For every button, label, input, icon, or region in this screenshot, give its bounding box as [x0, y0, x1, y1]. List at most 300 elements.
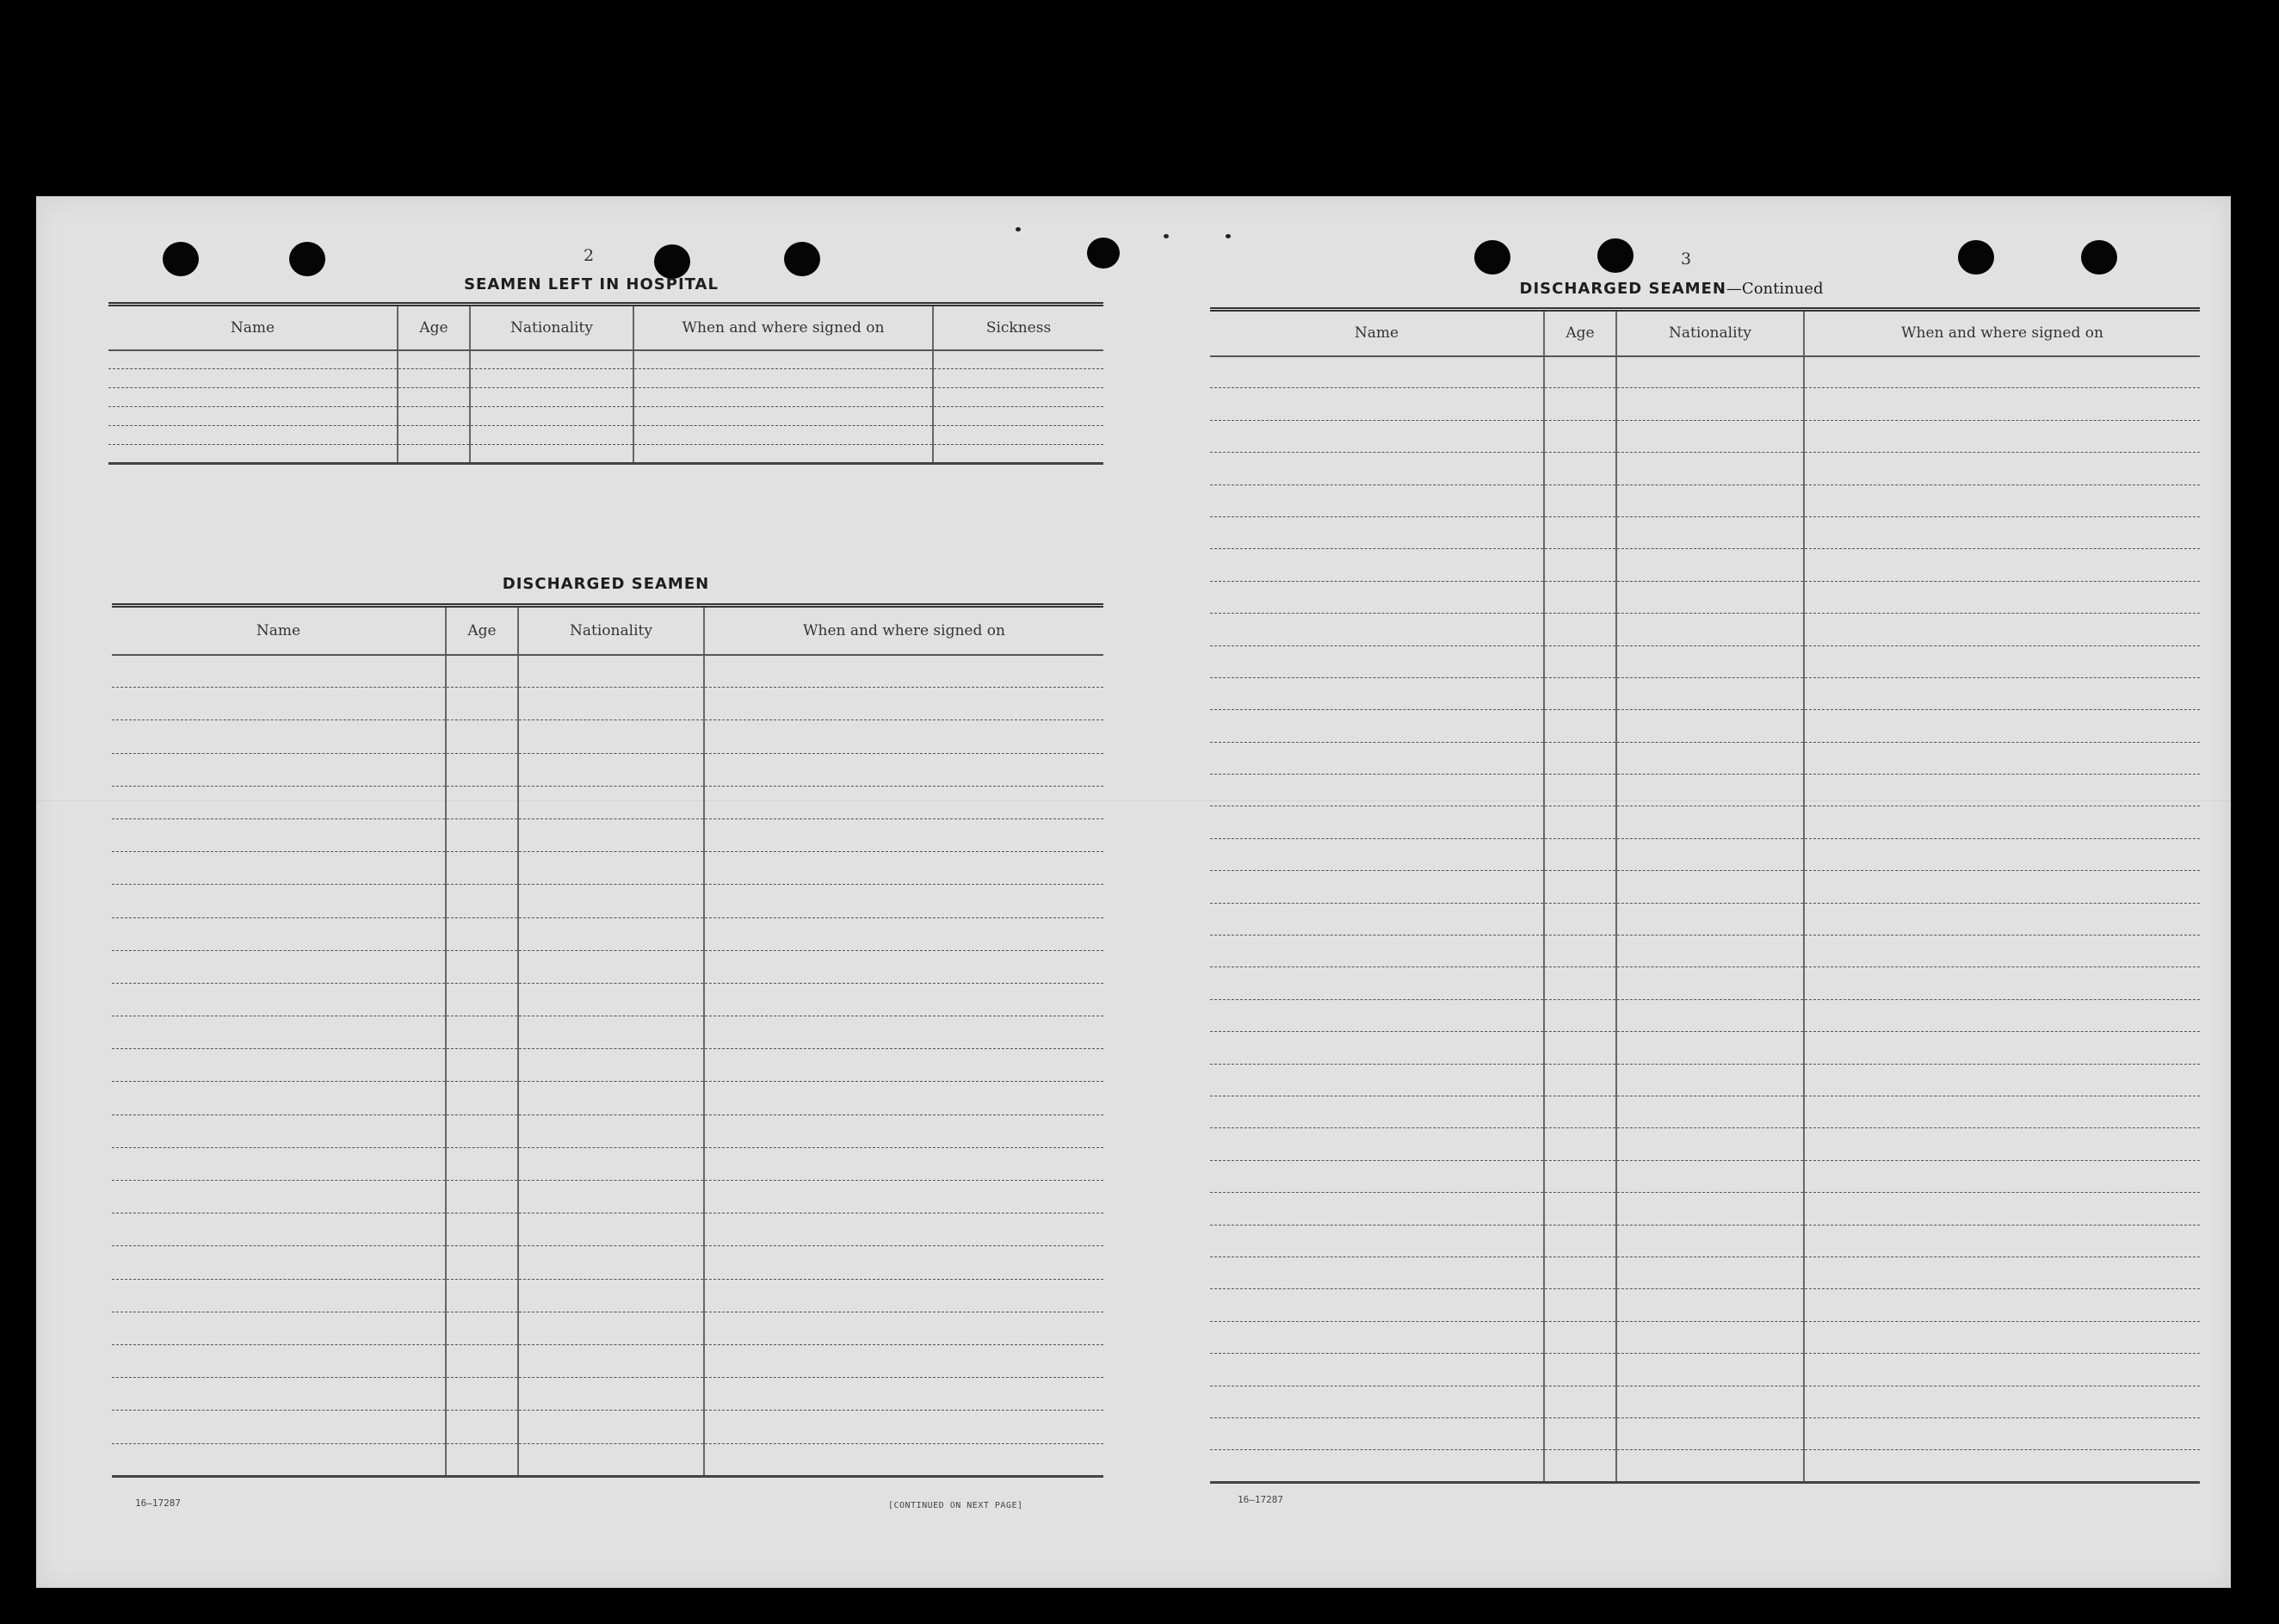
blank-entry-cell [1804, 1450, 2200, 1482]
blank-entry-cell [1210, 1289, 1544, 1321]
blank-entry-cell [704, 1443, 1103, 1476]
blank-entry-cell [1804, 549, 2200, 581]
blank-entry-cell [1804, 581, 2200, 613]
blank-entry-cell [1616, 1257, 1804, 1288]
blank-entry-cell [1544, 742, 1616, 774]
blank-entry-cell [1616, 742, 1804, 774]
col-header-name: Name [1210, 310, 1544, 356]
blank-entry-cell [518, 1246, 704, 1279]
blank-entry-cell [518, 1181, 704, 1213]
blank-entry-cell [1544, 677, 1616, 709]
blank-entry-cell [633, 369, 933, 388]
blank-entry-cell [446, 1016, 518, 1049]
punch-hole [784, 242, 820, 276]
form-row [108, 426, 1103, 445]
blank-entry-cell [446, 1443, 518, 1476]
blank-entry-cell [112, 753, 446, 786]
form-row [1210, 1160, 2200, 1192]
blank-entry-cell [704, 885, 1103, 917]
discharged-table [112, 603, 1103, 1478]
blank-entry-cell [1804, 1225, 2200, 1257]
form-code-right: 16—17287 [1238, 1494, 1283, 1505]
form-row [1210, 549, 2200, 581]
blank-entry-cell [704, 1147, 1103, 1180]
blank-entry-cell [446, 753, 518, 786]
blank-entry-cell [518, 720, 704, 753]
blank-entry-cell [1544, 806, 1616, 838]
continued-note: [CONTINUED ON NEXT PAGE] [888, 1501, 1023, 1510]
blank-entry-cell [108, 445, 398, 464]
blank-entry-cell [1544, 614, 1616, 645]
form-row [112, 950, 1103, 983]
blank-entry-cell [633, 426, 933, 445]
blank-entry-cell [112, 1147, 446, 1180]
form-row [1210, 806, 2200, 838]
blank-entry-cell [704, 1279, 1103, 1312]
col-header-nationality: Nationality [518, 606, 704, 655]
blank-entry-cell [446, 1279, 518, 1312]
hospital-table [108, 302, 1103, 465]
blank-entry-cell [112, 852, 446, 885]
document-sheet [36, 196, 2231, 1588]
blank-entry-cell [1210, 935, 1544, 967]
form-row [112, 655, 1103, 688]
blank-entry-cell [1210, 645, 1544, 677]
blank-entry-cell [1804, 935, 2200, 967]
blank-entry-cell [1210, 581, 1544, 613]
form-row [1210, 614, 2200, 645]
blank-entry-cell [1544, 1032, 1616, 1064]
punch-hole [1474, 240, 1510, 275]
blank-entry-cell [1210, 453, 1544, 485]
blank-entry-cell [518, 1115, 704, 1147]
blank-entry-cell [112, 688, 446, 720]
form-row [1210, 1289, 2200, 1321]
blank-entry-cell [1616, 1417, 1804, 1449]
blank-entry-cell [518, 1344, 704, 1377]
blank-entry-cell [1544, 485, 1616, 516]
blank-entry-cell [1804, 1160, 2200, 1192]
form-row [1210, 1193, 2200, 1225]
blank-entry-cell [1804, 1032, 2200, 1064]
punch-hole [2081, 240, 2117, 275]
form-row [112, 753, 1103, 786]
form-row [1210, 1386, 2200, 1417]
punch-hole [1958, 240, 1994, 275]
form-row [112, 1411, 1103, 1443]
form-row [1210, 420, 2200, 452]
blank-entry-cell [446, 818, 518, 851]
blank-entry-cell [1210, 967, 1544, 999]
blank-entry-cell [1616, 935, 1804, 967]
blank-entry-cell [1804, 1096, 2200, 1127]
form-row [1210, 485, 2200, 516]
blank-entry-cell [446, 688, 518, 720]
speck [1016, 227, 1021, 232]
blank-entry-cell [1544, 1128, 1616, 1160]
punch-hole [163, 242, 199, 276]
blank-entry-cell [1210, 903, 1544, 935]
blank-entry-cell [1210, 1193, 1544, 1225]
blank-entry-cell [518, 1016, 704, 1049]
blank-entry-cell [518, 1213, 704, 1246]
form-row [112, 818, 1103, 851]
blank-entry-cell [518, 1279, 704, 1312]
speck [1226, 234, 1231, 238]
form-row [1210, 838, 2200, 870]
blank-entry-cell [112, 950, 446, 983]
form-row [1210, 1064, 2200, 1096]
blank-entry-cell [112, 1411, 446, 1443]
form-row [1210, 645, 2200, 677]
blank-entry-cell [518, 1411, 704, 1443]
page-number-left: 2 [583, 246, 595, 265]
form-row [112, 917, 1103, 950]
blank-entry-cell [1544, 1386, 1616, 1417]
discharged-continued-table [1210, 307, 2200, 1484]
form-row [112, 1147, 1103, 1180]
blank-entry-cell [1210, 516, 1544, 548]
col-header-nationality: Nationality [1616, 310, 1804, 356]
blank-entry-cell [398, 388, 470, 407]
blank-entry-cell [1544, 356, 1616, 388]
blank-entry-cell [1804, 775, 2200, 806]
blank-entry-cell [1544, 838, 1616, 870]
blank-entry-cell [704, 1181, 1103, 1213]
blank-entry-cell [446, 1344, 518, 1377]
blank-entry-cell [446, 885, 518, 917]
blank-entry-cell [1210, 1032, 1544, 1064]
blank-entry-cell [518, 786, 704, 818]
blank-entry-cell [1544, 999, 1616, 1031]
blank-entry-cell [446, 1411, 518, 1443]
blank-entry-cell [112, 1246, 446, 1279]
blank-entry-cell [704, 818, 1103, 851]
form-row [1210, 967, 2200, 999]
form-code-left: 16—17287 [135, 1497, 181, 1509]
blank-entry-cell [704, 1411, 1103, 1443]
form-row [1210, 1450, 2200, 1482]
blank-entry-cell [112, 1279, 446, 1312]
blank-entry-cell [446, 1049, 518, 1082]
blank-entry-cell [933, 445, 1103, 464]
blank-entry-cell [1210, 775, 1544, 806]
blank-entry-cell [1616, 581, 1804, 613]
blank-entry-cell [704, 1246, 1103, 1279]
blank-entry-cell [1210, 806, 1544, 838]
blank-entry-cell [704, 1312, 1103, 1344]
form-row [108, 369, 1103, 388]
form-row [108, 445, 1103, 464]
col-header-sickness: Sickness [933, 305, 1103, 350]
col-header-signed-on: When and where signed on [633, 305, 933, 350]
form-row [1210, 999, 2200, 1031]
blank-entry-cell [446, 917, 518, 950]
blank-entry-cell [704, 1213, 1103, 1246]
blank-entry-cell [1804, 356, 2200, 388]
form-row [112, 786, 1103, 818]
page-number-right: 3 [1680, 250, 1692, 269]
blank-entry-cell [1616, 420, 1804, 452]
blank-entry-cell [1804, 485, 2200, 516]
blank-entry-cell [1210, 549, 1544, 581]
blank-entry-cell [518, 950, 704, 983]
blank-entry-cell [1616, 677, 1804, 709]
blank-entry-cell [1544, 775, 1616, 806]
form-row [112, 1213, 1103, 1246]
punch-hole [1087, 238, 1120, 269]
blank-entry-cell [112, 1082, 446, 1115]
form-row [1210, 1321, 2200, 1353]
blank-entry-cell [1544, 453, 1616, 485]
blank-entry-cell [1616, 356, 1804, 388]
blank-entry-cell [704, 1049, 1103, 1082]
blank-entry-cell [1616, 1064, 1804, 1096]
blank-entry-cell [1804, 677, 2200, 709]
blank-entry-cell [1804, 420, 2200, 452]
blank-entry-cell [446, 852, 518, 885]
blank-entry-cell [1616, 1032, 1804, 1064]
blank-entry-cell [1616, 516, 1804, 548]
col-header-age: Age [1544, 310, 1616, 356]
blank-entry-cell [518, 885, 704, 917]
form-row [1210, 516, 2200, 548]
blank-entry-cell [704, 655, 1103, 688]
blank-entry-cell [704, 688, 1103, 720]
blank-entry-cell [108, 407, 398, 426]
form-row [1210, 1417, 2200, 1449]
form-row [1210, 388, 2200, 420]
form-row [1210, 935, 2200, 967]
form-row [112, 1181, 1103, 1213]
blank-entry-cell [1210, 1064, 1544, 1096]
blank-entry-cell [446, 1378, 518, 1411]
blank-entry-cell [112, 983, 446, 1016]
form-row [1210, 677, 2200, 709]
blank-entry-cell [1616, 806, 1804, 838]
blank-entry-cell [446, 720, 518, 753]
col-header-name: Name [108, 305, 398, 350]
blank-entry-cell [1616, 1193, 1804, 1225]
blank-entry-cell [112, 818, 446, 851]
blank-entry-cell [1210, 1257, 1544, 1288]
blank-entry-cell [470, 426, 633, 445]
blank-entry-cell [398, 407, 470, 426]
blank-entry-cell [1804, 871, 2200, 903]
blank-entry-cell [1544, 1354, 1616, 1386]
blank-entry-cell [1210, 388, 1544, 420]
blank-entry-cell [704, 1378, 1103, 1411]
blank-entry-cell [1544, 1064, 1616, 1096]
blank-entry-cell [112, 1378, 446, 1411]
blank-entry-cell [1616, 999, 1804, 1031]
blank-entry-cell [518, 852, 704, 885]
blank-entry-cell [1210, 742, 1544, 774]
blank-entry-cell [1804, 838, 2200, 870]
blank-entry-cell [1544, 1096, 1616, 1127]
blank-entry-cell [704, 1016, 1103, 1049]
blank-entry-cell [1804, 1417, 2200, 1449]
col-header-signed-on: When and where signed on [1804, 310, 2200, 356]
blank-entry-cell [1210, 710, 1544, 742]
form-row [112, 1049, 1103, 1082]
form-row [112, 1115, 1103, 1147]
blank-entry-cell [112, 885, 446, 917]
blank-entry-cell [1804, 1128, 2200, 1160]
hospital-table-body [108, 350, 1103, 464]
blank-entry-cell [518, 1443, 704, 1476]
blank-entry-cell [704, 950, 1103, 983]
blank-entry-cell [1544, 516, 1616, 548]
form-row [112, 1016, 1103, 1049]
blank-entry-cell [518, 818, 704, 851]
blank-entry-cell [1210, 1354, 1544, 1386]
form-row [1210, 1096, 2200, 1127]
blank-entry-cell [1616, 1321, 1804, 1353]
col-header-age: Age [446, 606, 518, 655]
form-row [1210, 775, 2200, 806]
blank-entry-cell [1210, 1096, 1544, 1127]
form-row [1210, 742, 2200, 774]
title-suffix: —Continued [1726, 280, 1824, 298]
blank-entry-cell [1544, 420, 1616, 452]
blank-entry-cell [933, 407, 1103, 426]
form-row [108, 388, 1103, 407]
punch-hole [289, 242, 325, 276]
blank-entry-cell [112, 1443, 446, 1476]
discharged-continued-title [1520, 280, 1824, 298]
blank-entry-cell [1210, 1417, 1544, 1449]
blank-entry-cell [1804, 1354, 2200, 1386]
blank-entry-cell [1804, 1193, 2200, 1225]
blank-entry-cell [1616, 1096, 1804, 1127]
form-row [112, 1082, 1103, 1115]
blank-entry-cell [398, 350, 470, 369]
blank-entry-cell [446, 1246, 518, 1279]
blank-entry-cell [1804, 1321, 2200, 1353]
blank-entry-cell [1544, 1417, 1616, 1449]
form-row [108, 407, 1103, 426]
blank-entry-cell [1544, 1289, 1616, 1321]
blank-entry-cell [1210, 614, 1544, 645]
blank-entry-cell [518, 1082, 704, 1115]
blank-entry-cell [112, 786, 446, 818]
form-row [1210, 1354, 2200, 1386]
blank-entry-cell [398, 445, 470, 464]
blank-entry-cell [1804, 614, 2200, 645]
blank-entry-cell [933, 369, 1103, 388]
blank-entry-cell [398, 426, 470, 445]
blank-entry-cell [1210, 999, 1544, 1031]
form-row [112, 1246, 1103, 1279]
blank-entry-cell [108, 369, 398, 388]
form-row [1210, 1128, 2200, 1160]
form-row [112, 1443, 1103, 1476]
blank-entry-cell [518, 1378, 704, 1411]
blank-entry-cell [1616, 453, 1804, 485]
blank-entry-cell [1616, 1354, 1804, 1386]
blank-entry-cell [704, 1115, 1103, 1147]
blank-entry-cell [1544, 581, 1616, 613]
blank-entry-cell [112, 1181, 446, 1213]
blank-entry-cell [112, 1016, 446, 1049]
blank-entry-cell [1210, 838, 1544, 870]
blank-entry-cell [1616, 485, 1804, 516]
blank-entry-cell [446, 1181, 518, 1213]
col-header-age: Age [398, 305, 470, 350]
blank-entry-cell [470, 350, 633, 369]
blank-entry-cell [1210, 1321, 1544, 1353]
blank-entry-cell [704, 917, 1103, 950]
discharged-continued-table-body [1210, 356, 2200, 1483]
form-row [108, 350, 1103, 369]
blank-entry-cell [1210, 420, 1544, 452]
blank-entry-cell [704, 1082, 1103, 1115]
blank-entry-cell [1544, 549, 1616, 581]
blank-entry-cell [398, 369, 470, 388]
form-row [112, 1279, 1103, 1312]
discharged-table-body [112, 655, 1103, 1477]
form-row [112, 852, 1103, 885]
blank-entry-cell [446, 1147, 518, 1180]
blank-entry-cell [1804, 516, 2200, 548]
blank-entry-cell [446, 1115, 518, 1147]
form-row [112, 1344, 1103, 1377]
blank-entry-cell [1544, 871, 1616, 903]
blank-entry-cell [1804, 1386, 2200, 1417]
blank-entry-cell [1804, 388, 2200, 420]
blank-entry-cell [446, 1082, 518, 1115]
blank-entry-cell [518, 1312, 704, 1344]
blank-entry-cell [1616, 710, 1804, 742]
blank-entry-cell [518, 1147, 704, 1180]
blank-entry-cell [633, 350, 933, 369]
blank-entry-cell [1804, 645, 2200, 677]
blank-entry-cell [1210, 871, 1544, 903]
blank-entry-cell [1544, 388, 1616, 420]
form-row [1210, 1032, 2200, 1064]
blank-entry-cell [446, 983, 518, 1016]
blank-entry-cell [1544, 1160, 1616, 1192]
form-row [1210, 1257, 2200, 1288]
blank-entry-cell [108, 388, 398, 407]
blank-entry-cell [1616, 871, 1804, 903]
blank-entry-cell [446, 786, 518, 818]
blank-entry-cell [446, 1312, 518, 1344]
blank-entry-cell [470, 407, 633, 426]
blank-entry-cell [470, 445, 633, 464]
form-row [1210, 871, 2200, 903]
blank-entry-cell [518, 753, 704, 786]
blank-entry-cell [446, 1213, 518, 1246]
blank-entry-cell [1616, 1450, 1804, 1482]
blank-entry-cell [1804, 1257, 2200, 1288]
blank-entry-cell [470, 369, 633, 388]
speck [1164, 234, 1169, 238]
blank-entry-cell [112, 1115, 446, 1147]
title-main: DISCHARGED SEAMEN [1519, 280, 1726, 298]
blank-entry-cell [704, 786, 1103, 818]
blank-entry-cell [1544, 1257, 1616, 1288]
blank-entry-cell [112, 720, 446, 753]
blank-entry-cell [633, 445, 933, 464]
col-header-name: Name [112, 606, 446, 655]
blank-entry-cell [704, 1344, 1103, 1377]
blank-entry-cell [1616, 388, 1804, 420]
blank-entry-cell [108, 350, 398, 369]
blank-entry-cell [1804, 903, 2200, 935]
blank-entry-cell [1544, 645, 1616, 677]
